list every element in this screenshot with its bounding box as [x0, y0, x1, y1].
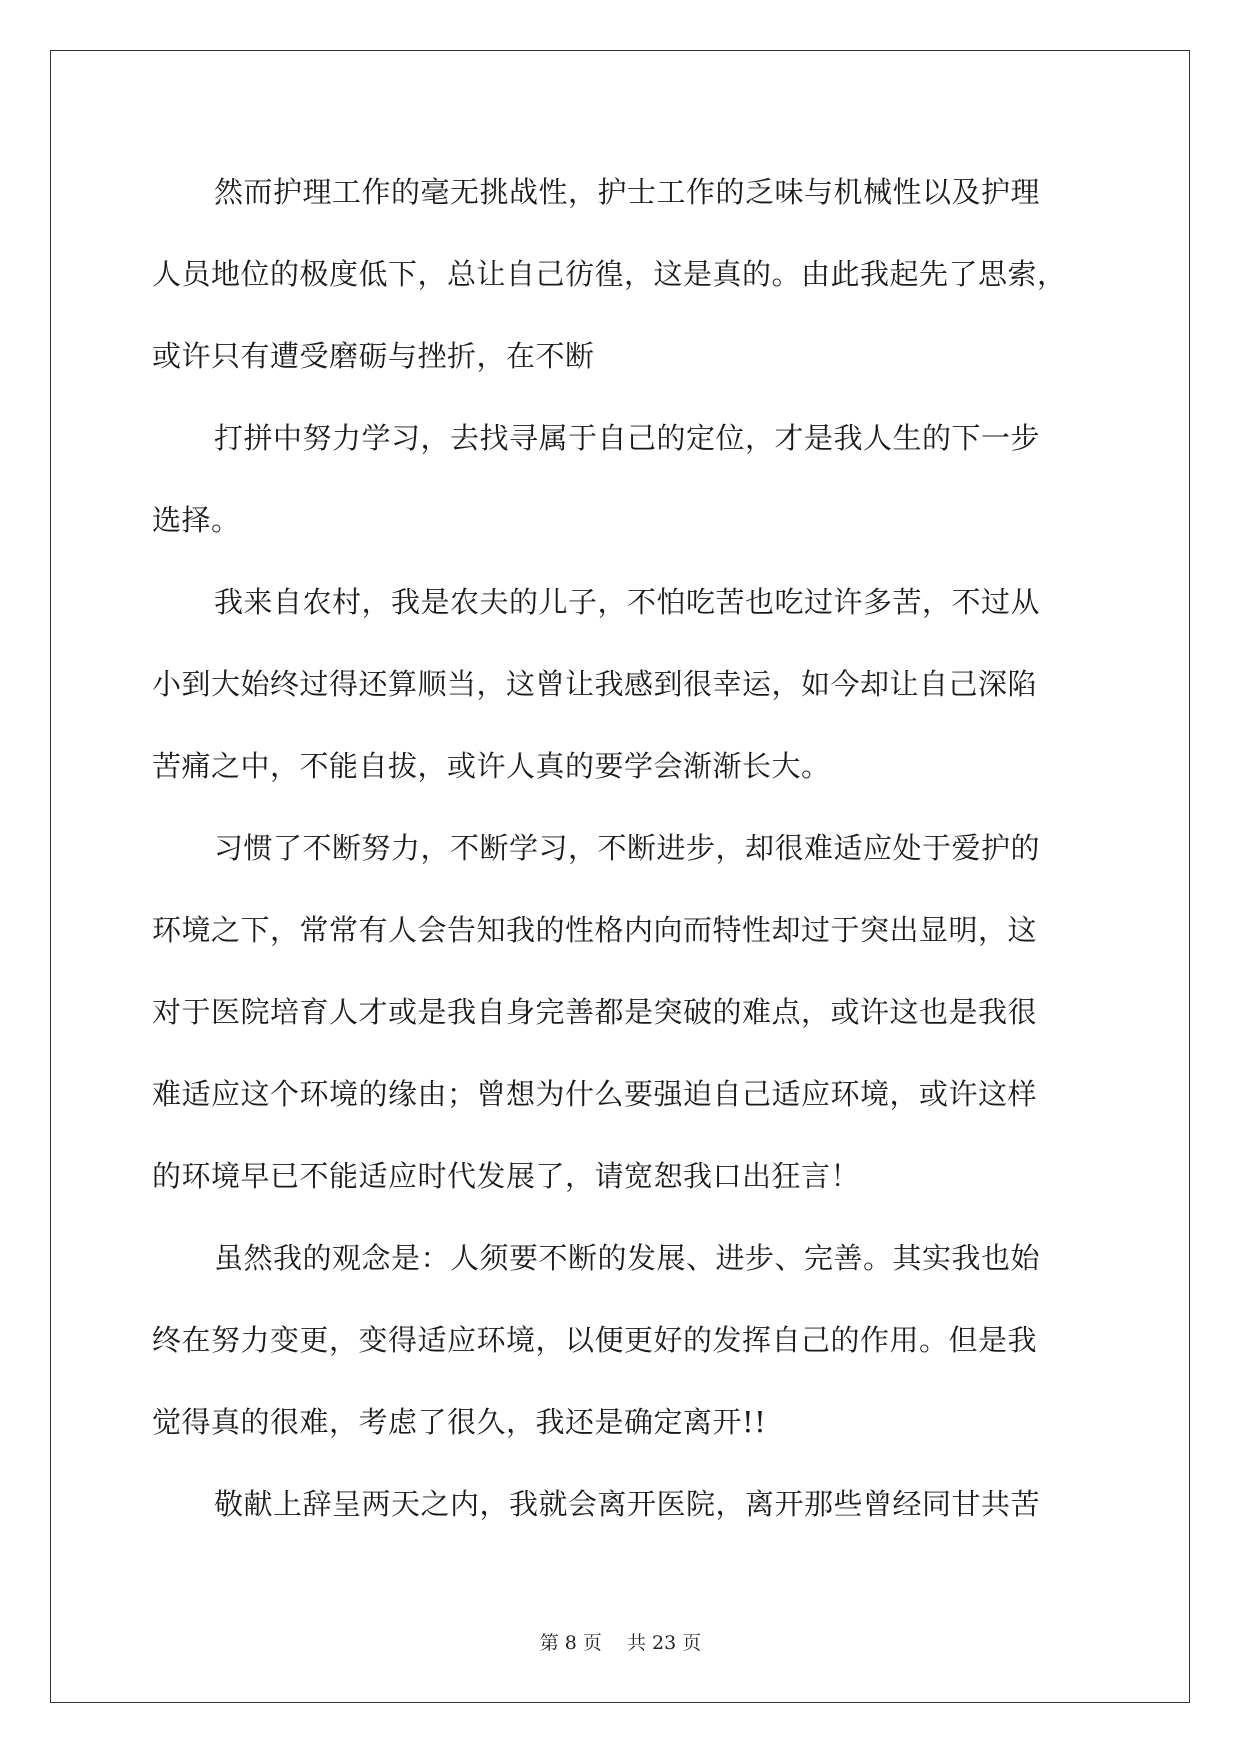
text-line: 难适应这个环境的缘由；曾想为什么要强迫自己适应环境，或许这样	[152, 1077, 1038, 1111]
text-line: 打拼中努力学习，去找寻属于自己的定位，才是我人生的下一步	[214, 421, 1041, 455]
text-line: 觉得真的很难，考虑了很久，我还是确定离开!!	[152, 1405, 767, 1439]
text-line: 习惯了不断努力，不断学习，不断进步，却很难适应处于爱护的	[214, 831, 1041, 865]
text-line: 人员地位的极度低下，总让自己彷徨，这是真的。由此我起先了思索，	[152, 257, 1067, 291]
page-number: 第 8 页 共 23 页	[539, 1632, 702, 1654]
text-line: 我来自农村，我是农夫的儿子，不怕吃苦也吃过许多苦，不过从	[214, 585, 1041, 619]
text-line: 敬献上辞呈两天之内，我就会离开医院，离开那些曾经同甘共苦	[214, 1487, 1041, 1521]
text-line: 的环境早已不能适应时代发展了，请宽恕我口出狂言！	[152, 1159, 861, 1193]
text-line: 终在努力变更，变得适应环境，以便更好的发挥自己的作用。但是我	[152, 1323, 1038, 1357]
text-line: 虽然我的观念是：人须要不断的发展、进步、完善。其实我也始	[214, 1241, 1041, 1275]
document-body	[152, 165, 1092, 1559]
text-line: 对于医院培育人才或是我自身完善都是突破的难点，或许这也是我很	[152, 995, 1038, 1029]
text-line: 选择。	[152, 503, 241, 537]
text-line: 或许只有遭受磨砺与挫折，在不断	[152, 339, 595, 373]
text-line: 然而护理工作的毫无挑战性，护士工作的乏味与机械性以及护理	[214, 175, 1041, 209]
text-line: 环境之下，常常有人会告知我的性格内向而特性却过于突出显明，这	[152, 913, 1038, 947]
text-line: 小到大始终过得还算顺当，这曾让我感到很幸运，如今却让自己深陷	[152, 667, 1038, 701]
text-line: 苦痛之中，不能自拔，或许人真的要学会渐渐长大。	[152, 749, 831, 783]
